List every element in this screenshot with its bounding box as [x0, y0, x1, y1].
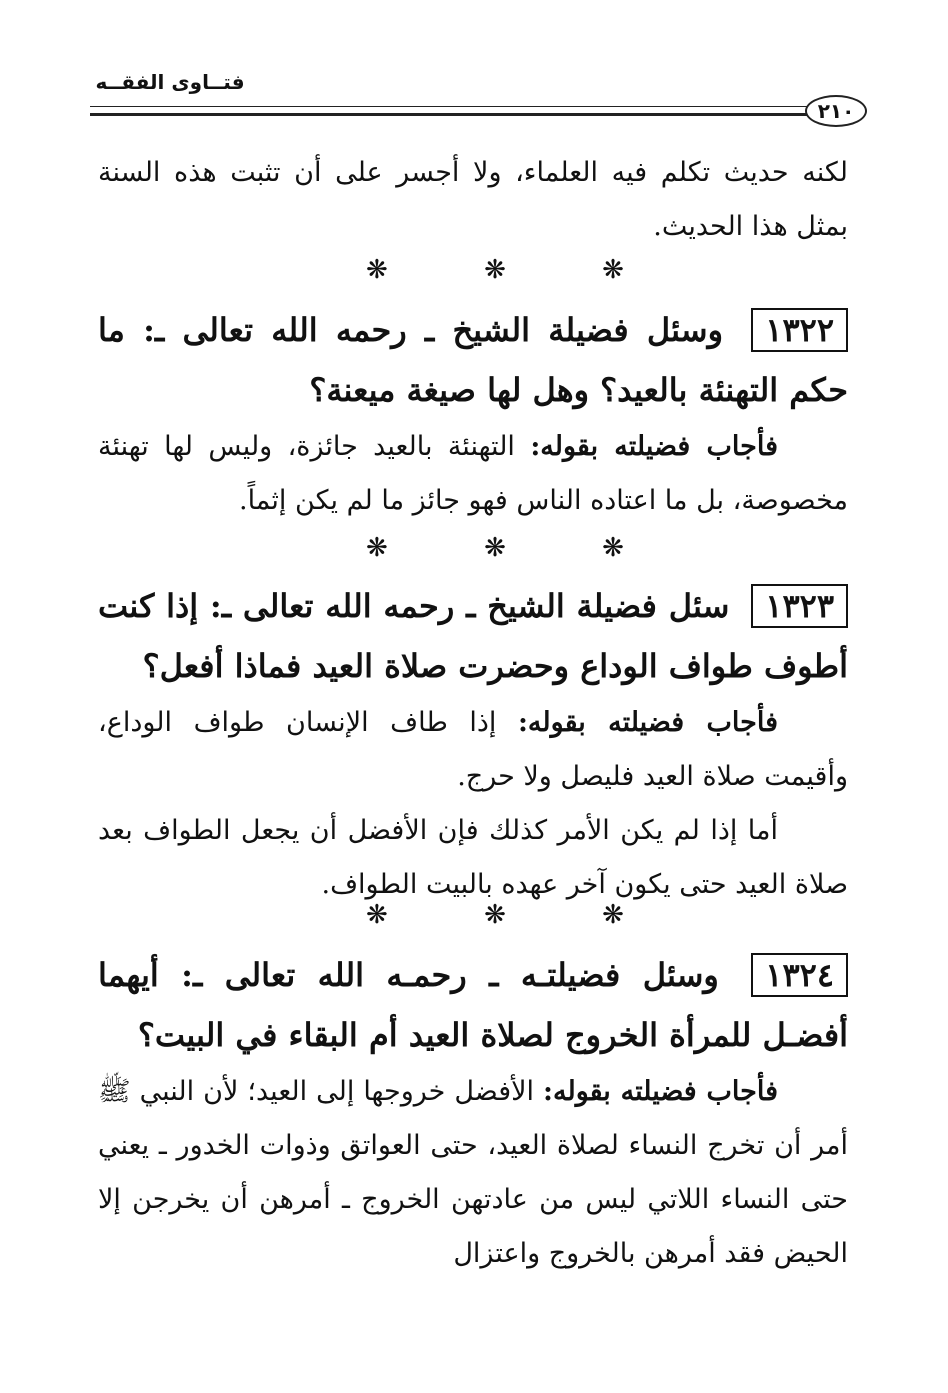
answer-1323 [98, 696, 848, 804]
question-number-1323: ١٣٢٣ [751, 584, 848, 628]
question-number-1322: ١٣٢٢ [751, 308, 848, 352]
fatwa-1322 [98, 300, 848, 528]
answer-1322 [98, 420, 848, 528]
question-1323 [98, 576, 848, 696]
separator-stars: ❋ ❋ ❋ [366, 255, 668, 285]
question-text-1322: وسئل فضيلة الشيخ ـ رحمه الله تعالى ـ: ما حكم التهنئة بالعيد؟ وهل لها صيغة ميعنة؟ [98, 311, 848, 409]
question-text-1324: وسئل فضيلتـه ـ رحمـه الله تعالى ـ: أيهما أفضـل للمرأة الخروج لصلاة العيد أم البقاء في البيت؟ [98, 956, 848, 1054]
answer-text-1323: إذا طاف الإنسان طواف الوداع، وأقيمت صلاة العيد فليصل ولا حرج. [98, 707, 848, 792]
running-title: فتــاوى الفقــه [95, 70, 245, 94]
page-number: ٢١٠ [805, 95, 867, 127]
header-rule-thick [90, 113, 810, 116]
answer-lead-1324: فأجاب فضيلته بقوله: [543, 1076, 778, 1107]
question-1324 [98, 945, 848, 1065]
question-1322 [98, 300, 848, 420]
question-text-1323: سئل فضيلة الشيخ ـ رحمه الله تعالى ـ: إذا كنت أطوف طواف الوداع وحضرت صلاة العيد فماذا أفعل؟ [98, 587, 848, 685]
separator-stars: ❋ ❋ ❋ [366, 533, 668, 563]
separator-stars: ❋ ❋ ❋ [366, 900, 668, 930]
answer-lead-1323: فأجاب فضيلته بقوله: [517, 707, 778, 738]
answer-lead-1322: فأجاب فضيلته بقوله: [530, 431, 778, 462]
intro-block [98, 146, 848, 254]
answer2-1323: أما إذا لم يكن الأمر كذلك فإن الأفضل أن يجعل الطواف بعد صلاة العيد حتى يكون آخر عهده بالبيت الطواف. [98, 815, 848, 900]
answer-1324 [98, 1065, 848, 1281]
intro-paragraph: لكنه حديث تكلم فيه العلماء، ولا أجسر على أن تثبت هذه السنة بمثل هذا الحديث. [98, 157, 848, 242]
question-number-1324: ١٣٢٤ [751, 953, 848, 997]
answer-text-1322: التهنئة بالعيد جائزة، وليس لها تهنئة مخصوصة، بل ما اعتاده الناس فهو جائز ما لم يكن إثماً. [98, 431, 848, 516]
header-rule-thin [90, 106, 810, 107]
fatwa-1324 [98, 945, 848, 1281]
fatwa-1323 [98, 576, 848, 912]
answer-text-1324: الأفضل خروجها إلى العيد؛ لأن النبي ﷺ أمر أن تخرج النساء لصلاة العيد، حتى العواتق وذوات الخدور ـ يعني حتى النساء اللاتي ليس من عادتهن الخروج ـ أمرهن أن يخرجن إلا الحيض فقد أمرهن بالخروج واعتزال [98, 1076, 848, 1269]
